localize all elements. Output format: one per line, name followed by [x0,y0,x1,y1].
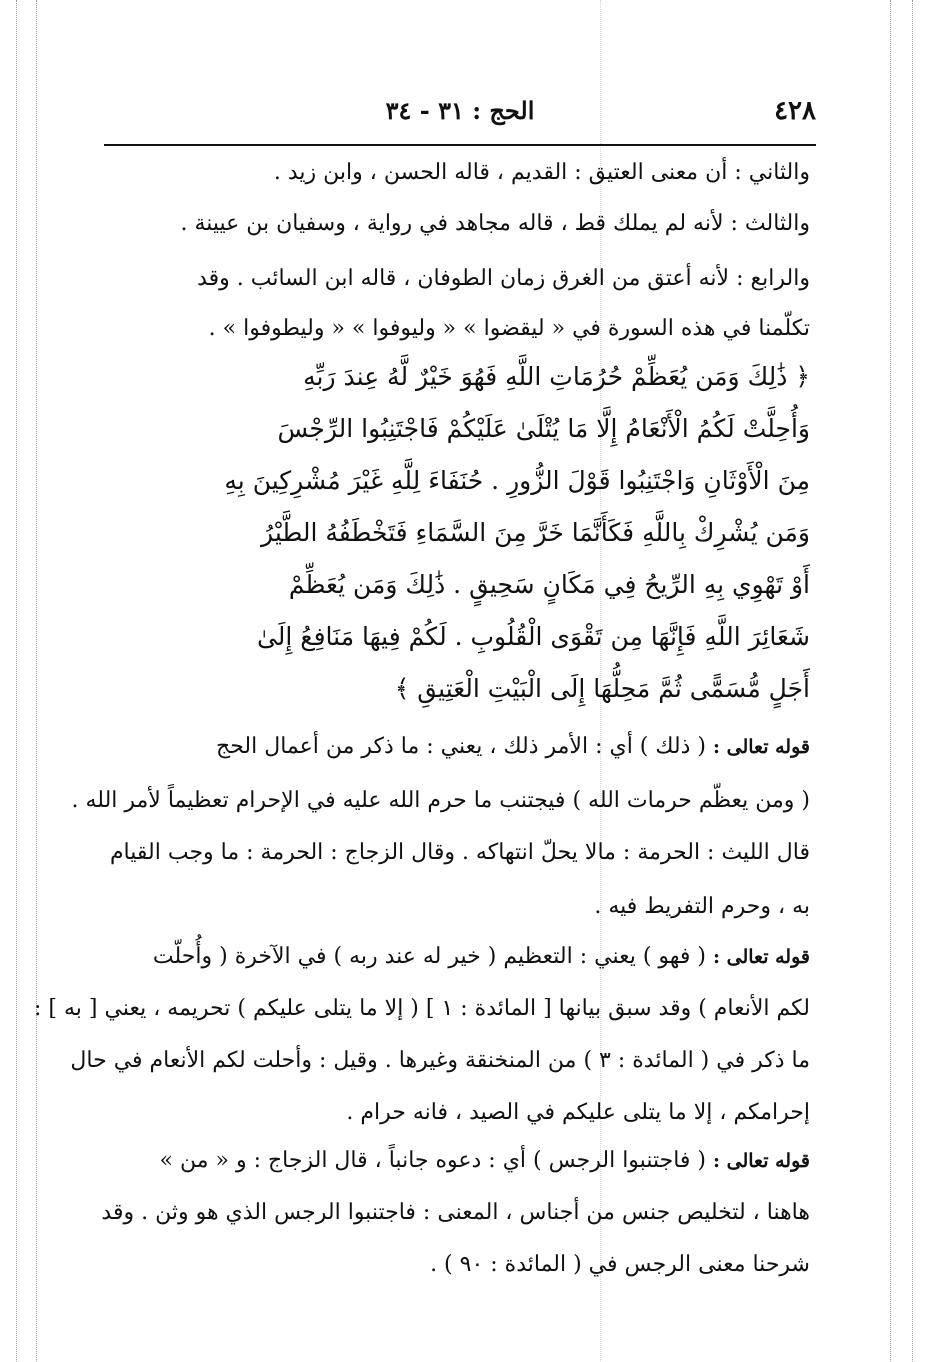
intro-line: والرابع : لأنه أعتق من الغرق زمان الطوفان ، قاله ابن السائب . وقد [197,266,810,291]
commentary-line [110,1148,810,1173]
margin-dotted-rule [890,0,891,1362]
verse-line: أَوْ تَهْوِي بِهِ الرِّيحُ فِي مَكَانٍ سَحِيقٍ . ذَٰلِكَ وَمَن يُعَظِّمْ [288,570,810,599]
commentary-lead: قوله تعالى : [713,946,810,968]
commentary-paragraph [34,944,810,1144]
running-title: الحج : ٣١ - ٣٤ [385,96,535,125]
commentary-line: لكم الأنعام ) وقد سبق بيانها [ المائدة : ١ ] ( إلا ما يتلى عليكم ) تحريمه ، يعني [ به ] : [34,996,810,1021]
commentary-line: به ، وحرم التفريط فيه . [594,894,810,919]
commentary-text: ( فاجتنبوا الرجس ) أي : دعوه جانباً ، قال الزجاج : و « من » [159,1148,706,1173]
margin-dotted-rule [36,0,37,1362]
commentary-paragraph [101,1148,810,1298]
margin-dotted-rule [912,0,913,1362]
commentary-line [110,734,810,759]
intro-line: والثالث : لأنه لم يملك قط ، قاله مجاهد في رواية ، وسفيان بن عيينة . [180,211,810,236]
intro-paragraphs [110,160,810,350]
verse-line: ﴿ ذَٰلِكَ وَمَن يُعَظِّمْ حُرُمَاتِ اللَّهِ فَهُوَ خَيْرٌ لَّهُ عِندَ رَبِّهِ [303,362,810,391]
margin-dotted-rule [16,0,17,1362]
verse-line: شَعَائِرَ اللَّهِ فَإِنَّهَا مِن تَقْوَى الْقُلُوبِ . لَكُمْ فِيهَا مَنَافِعُ إِلَىٰ [256,622,810,651]
verse-line: وَأُحِلَّتْ لَكُمُ الْأَنْعَامُ إِلَّا مَا يُتْلَىٰ عَلَيْكُمْ فَاجْتَنِبُوا الرِّجْسَ [277,414,810,443]
commentary-text: ( ذلك ) أي : الأمر ذلك ، يعني : ما ذكر من أعمال الحج [216,734,706,759]
intro-line: تكلّمنا في هذه السورة في « ليقضوا » « وليوفوا » « وليطوفوا » . [208,316,810,341]
page-header [104,92,816,138]
commentary-line: شرحنا معنى الرجس في ( المائدة : ٩٠ ) . [430,1252,810,1277]
commentary-line: هاهنا ، لتخليص جنس من أجناس ، المعنى : فاجتنبوا الرجس الذي هو وثن . وقد [101,1200,810,1225]
commentary-line: إحرامكم ، إلا ما يتلى عليكم في الصيد ، فانه حرام . [346,1100,810,1125]
page-number: ٤٢٨ [774,96,816,126]
header-rule [104,144,816,146]
commentary-line: ( ومن يعظّم حرمات الله ) فيجتنب ما حرم الله عليه في الإحرام تعظيماً لأمر الله . [71,788,810,813]
commentary-lead: قوله تعالى : [713,1150,810,1172]
commentary-paragraph [71,734,810,934]
commentary-line: ما ذكر في ( المائدة : ٣ ) من المنخنقة وغيرها . وقيل : وأحلت لكم الأنعام في حال [70,1048,810,1073]
verse-line: أَجَلٍ مُّسَمًّى ثُمَّ مَحِلُّهَا إِلَى الْبَيْتِ الْعَتِيقِ ﴾ [394,674,810,703]
quran-verse [110,362,810,722]
intro-line: والثاني : أن معنى العتيق : القديم ، قاله الحسن ، وابن زيد . [273,160,810,185]
commentary-lead: قوله تعالى : [713,736,810,758]
commentary-line [110,944,810,969]
commentary-text: ( فهو ) يعني : التعظيم ( خير له عند ربه ) في الآخرة ( وأُحلّت [152,944,706,969]
commentary-line: قال الليث : الحرمة : مالا يحلّ انتهاكه . وقال الزجاج : الحرمة : ما وجب القيام [109,840,810,865]
verse-line: مِنَ الْأَوْثَانِ وَاجْتَنِبُوا قَوْلَ الزُّورِ . حُنَفَاءَ لِلَّهِ غَيْرَ مُشْرِكِينَ بِهِ [224,466,810,495]
verse-line: وَمَن يُشْرِكْ بِاللَّهِ فَكَأَنَّمَا خَرَّ مِنَ السَّمَاءِ فَتَخْطَفُهُ الطَّيْرُ [261,518,810,547]
